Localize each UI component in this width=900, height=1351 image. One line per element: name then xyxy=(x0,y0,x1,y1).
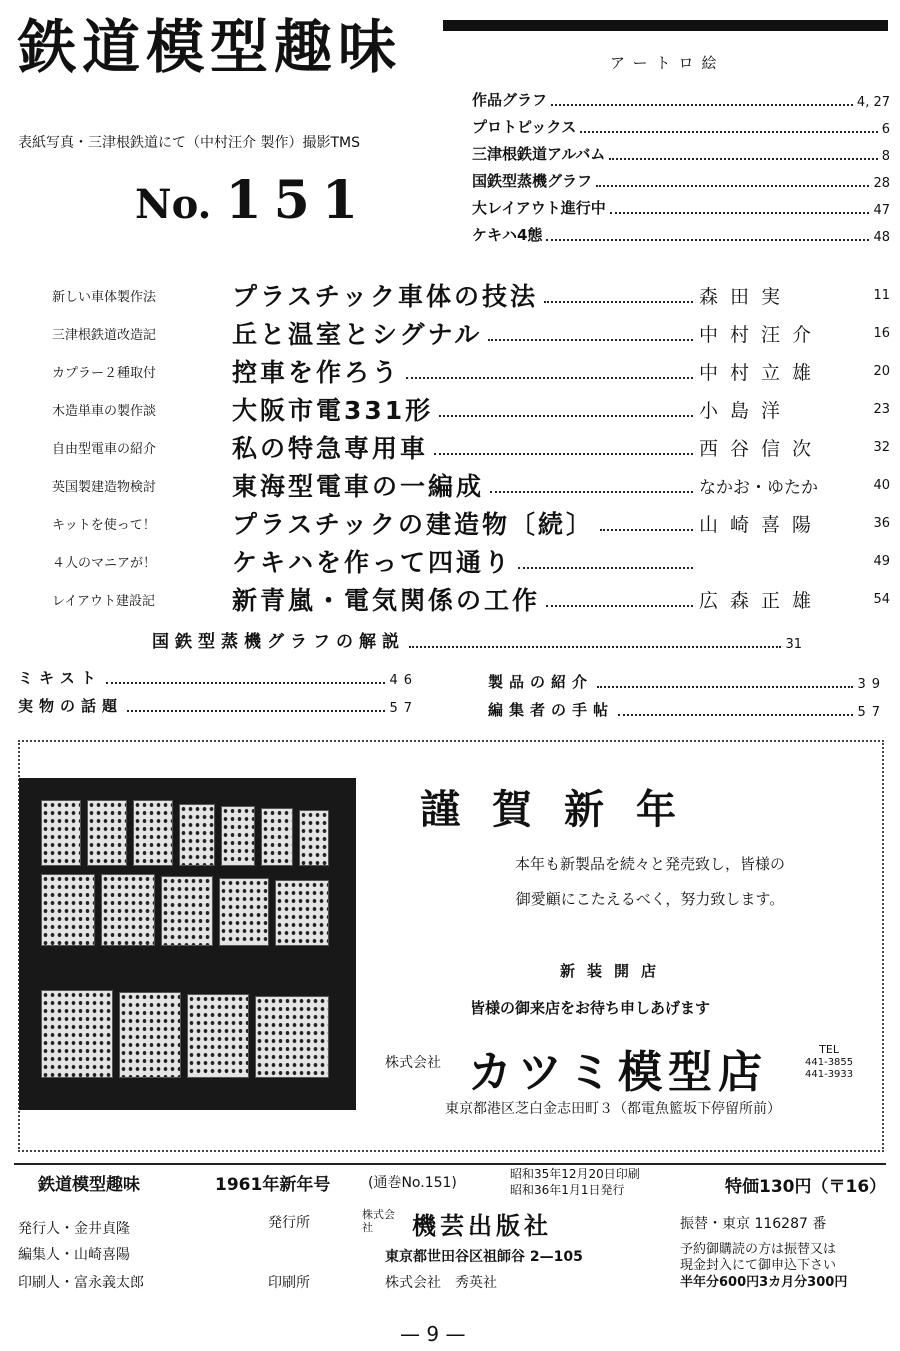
header-bar xyxy=(443,20,888,31)
feature-author: 広森正雄 xyxy=(699,589,824,612)
feature-row[interactable] xyxy=(52,352,890,390)
misc-page: 57 xyxy=(857,705,886,720)
feature-tag: 自由型電車の紹介 xyxy=(52,441,157,457)
feature-title: 私の特急専用車 xyxy=(232,434,429,463)
leader-dots xyxy=(106,682,386,684)
feature-tag: 新しい車体製作法 xyxy=(52,289,157,305)
art-item[interactable] xyxy=(472,167,890,191)
art-item[interactable] xyxy=(472,194,890,218)
feature-tag: キットを使って！ xyxy=(52,517,156,533)
feature-page: 32 xyxy=(873,439,890,455)
misc-title: 製品の紹介 xyxy=(488,673,594,691)
tel-number: 441-3855 xyxy=(805,1056,854,1068)
leader-dots xyxy=(597,686,853,688)
leader-dots xyxy=(610,212,870,214)
commentary-row[interactable] xyxy=(152,626,802,652)
colophon-price: 特価130円（〒16） xyxy=(725,1177,887,1197)
feature-page: 36 xyxy=(873,515,890,531)
feature-row[interactable] xyxy=(52,428,890,466)
feature-author: 森田実 xyxy=(699,285,793,308)
feature-title: 控車を作ろう xyxy=(232,358,401,387)
art-item-title: プロトピックス xyxy=(472,118,577,136)
feature-title: プラスチック車体の技法 xyxy=(232,282,539,311)
ad-company-type: 株式会社 xyxy=(385,1055,441,1071)
subscription-line: 現金封入にて御申込下さい xyxy=(680,1258,837,1274)
ad-text-line: 御愛顧にこたえるべく，努力致します。 xyxy=(515,890,785,908)
ad-greeting: 謹賀新年 xyxy=(420,786,708,833)
colophon-rule xyxy=(14,1163,886,1165)
colophon-magazine: 鉄道模型趣味 xyxy=(38,1175,140,1195)
feature-title: プラスチックの建造物〔続〕 xyxy=(232,510,595,539)
leader-dots xyxy=(551,104,853,106)
photo-window xyxy=(161,876,213,946)
art-item-title: 国鉄型蒸機グラフ xyxy=(472,172,593,190)
feature-author: なかお・ゆたか xyxy=(699,477,818,498)
photo-window xyxy=(41,800,81,866)
colophon-pub-label: 発行所 xyxy=(268,1215,310,1231)
leader-dots xyxy=(600,529,693,531)
colophon-printer-person: 印刷人・富永義太郎 xyxy=(18,1275,144,1291)
photo-window xyxy=(119,992,181,1078)
misc-item[interactable] xyxy=(488,668,886,692)
feature-tag: ４人のマニアが！ xyxy=(52,555,157,571)
leader-dots xyxy=(596,185,869,187)
colophon-printer: 株式会社 秀英社 xyxy=(385,1275,497,1291)
feature-row[interactable] xyxy=(52,542,890,580)
subscription-line: 半年分600円3カ月分300円 xyxy=(680,1274,848,1290)
photo-window xyxy=(179,804,215,866)
ad-welcome: 皆様の御来店をお待ち申しあげます xyxy=(470,999,711,1017)
leader-dots xyxy=(406,377,693,379)
feature-title: 大阪市電331形 xyxy=(232,396,434,425)
feature-page: 11 xyxy=(873,287,890,303)
subscription-line: 予約御購読の方は振替又は xyxy=(680,1242,837,1257)
art-item-page: 4, 27 xyxy=(856,95,890,110)
commentary-page: 31 xyxy=(785,637,802,652)
feature-title: ケキハを作って四通り xyxy=(232,548,513,577)
photo-window xyxy=(221,806,255,866)
photo-window xyxy=(299,810,329,866)
feature-title: 丘と温室とシグナル xyxy=(232,320,483,349)
leader-dots xyxy=(609,158,877,160)
feature-row[interactable] xyxy=(52,276,890,314)
leader-dots xyxy=(488,339,693,341)
feature-author: 山崎喜陽 xyxy=(699,513,824,536)
feature-page: 16 xyxy=(873,325,890,341)
photo-window xyxy=(41,990,113,1078)
colophon-print-label: 印刷所 xyxy=(268,1275,310,1291)
magazine-title: 鉄道模型趣味 xyxy=(18,13,403,81)
leader-dots xyxy=(618,714,853,716)
feature-page: 23 xyxy=(873,401,890,417)
feature-author: 中村汪介 xyxy=(699,323,824,346)
feature-author: 中村立雄 xyxy=(699,361,824,384)
misc-item[interactable] xyxy=(18,692,418,716)
colophon-volume: (通巻No.151) xyxy=(368,1175,457,1191)
leader-dots xyxy=(580,131,877,133)
art-item[interactable] xyxy=(472,221,890,245)
feature-author: 小島洋 xyxy=(699,399,793,422)
tel-number: 441-3933 xyxy=(805,1069,854,1081)
feature-tag: 三津根鉄道改造記 xyxy=(52,327,157,343)
feature-row[interactable] xyxy=(52,580,890,618)
art-item-page: 6 xyxy=(881,122,890,137)
photo-window xyxy=(133,800,173,866)
photo-window xyxy=(255,996,329,1078)
misc-item[interactable] xyxy=(488,696,886,720)
colophon-editor: 編集人・山崎喜陽 xyxy=(18,1247,130,1263)
colophon-pub-address: 東京都世田谷区祖師谷 2—105 xyxy=(385,1249,583,1265)
issue-number xyxy=(135,170,370,231)
photo-window xyxy=(187,994,249,1078)
photo-window xyxy=(87,800,127,866)
art-item-page: 28 xyxy=(873,176,890,191)
feature-author: 西谷信次 xyxy=(699,437,824,460)
misc-item[interactable] xyxy=(18,664,418,688)
photo-window xyxy=(261,808,293,866)
colophon-printed: 昭和35年12月20日印刷 xyxy=(510,1167,640,1181)
art-item-page: 8 xyxy=(881,149,890,164)
photo-window xyxy=(275,880,329,946)
issue-number-value: 151 xyxy=(225,170,371,231)
tel-label: TEL xyxy=(819,1043,839,1056)
leader-dots xyxy=(434,453,693,455)
shop-photo xyxy=(19,778,356,1110)
feature-page: 49 xyxy=(873,553,890,569)
misc-page: 39 xyxy=(857,677,886,692)
art-item-title: ケキハ4態 xyxy=(472,226,543,244)
feature-page: 20 xyxy=(873,363,890,379)
misc-page: 57 xyxy=(389,701,418,716)
feature-tag: レイアウト建設記 xyxy=(52,593,155,609)
page-folio: — 9 — xyxy=(400,1322,466,1346)
feature-row[interactable] xyxy=(52,314,890,352)
misc-title: ミキスト xyxy=(18,669,102,687)
art-section-heading: アートロ絵 xyxy=(610,54,725,72)
misc-page: 46 xyxy=(389,673,418,688)
art-item-title: 三津根鉄道アルバム xyxy=(472,145,606,163)
photo-window xyxy=(219,878,269,946)
colophon-dates xyxy=(510,1166,640,1198)
ad-text-line: 本年も新製品を続々と発売致し，皆様の xyxy=(514,855,785,873)
ad-company-name: カツミ模型店 xyxy=(468,1047,768,1098)
leader-dots xyxy=(490,491,693,493)
art-item-title: 作品グラフ xyxy=(472,91,548,109)
art-item-page: 48 xyxy=(873,230,890,245)
colophon-transfer: 振替・東京 116287 番 xyxy=(680,1216,827,1232)
colophon-issue: 1961年新年号 xyxy=(215,1175,331,1195)
feature-row[interactable] xyxy=(52,390,890,428)
issue-prefix: No. xyxy=(135,181,212,228)
leader-dots xyxy=(127,710,385,712)
feature-tag: 木造単車の製作談 xyxy=(52,403,157,419)
feature-row[interactable] xyxy=(52,504,890,542)
feature-tag: 英国製建造物検討 xyxy=(52,479,157,495)
colophon-publisher: 機芸出版社 xyxy=(412,1212,552,1240)
leader-dots xyxy=(439,415,693,417)
feature-row[interactable] xyxy=(52,466,890,504)
leader-dots xyxy=(518,567,693,569)
photo-window xyxy=(101,874,155,946)
art-item[interactable] xyxy=(472,140,890,164)
leader-dots xyxy=(544,301,693,303)
feature-title: 新青嵐・電気関係の工作 xyxy=(232,586,541,615)
colophon-published: 昭和36年1月1日発行 xyxy=(510,1183,625,1198)
art-item[interactable] xyxy=(472,86,890,110)
ad-address: 東京都港区芝白金志田町３（都電魚籃坂下停留所前） xyxy=(445,1101,781,1117)
art-item-title: 大レイアウト進行中 xyxy=(472,199,606,217)
colophon-subscription xyxy=(680,1242,885,1291)
ad-opening: 新装開店 xyxy=(560,962,669,980)
misc-title: 実物の話題 xyxy=(18,697,124,715)
feature-tag: カプラー２種取付 xyxy=(52,365,157,381)
art-item[interactable] xyxy=(472,113,890,137)
cover-caption: 表紙写真・三津根鉄道にて（中村汪介 製作）撮影TMS xyxy=(18,135,360,151)
feature-page: 40 xyxy=(873,477,890,493)
colophon-publisher-person: 発行人・金井貞隆 xyxy=(18,1221,130,1237)
ad-telephone xyxy=(805,1043,853,1082)
misc-title: 編集者の手帖 xyxy=(488,701,615,719)
commentary-title: 国鉄型蒸機グラフの解説 xyxy=(152,632,405,652)
feature-page: 54 xyxy=(873,591,890,607)
leader-dots xyxy=(409,646,781,648)
feature-title: 東海型電車の一編成 xyxy=(232,472,485,501)
photo-window xyxy=(41,874,95,946)
leader-dots xyxy=(546,605,693,607)
leader-dots xyxy=(546,239,869,241)
colophon-company-type: 株式会社 xyxy=(362,1208,395,1235)
art-item-page: 47 xyxy=(873,203,890,218)
